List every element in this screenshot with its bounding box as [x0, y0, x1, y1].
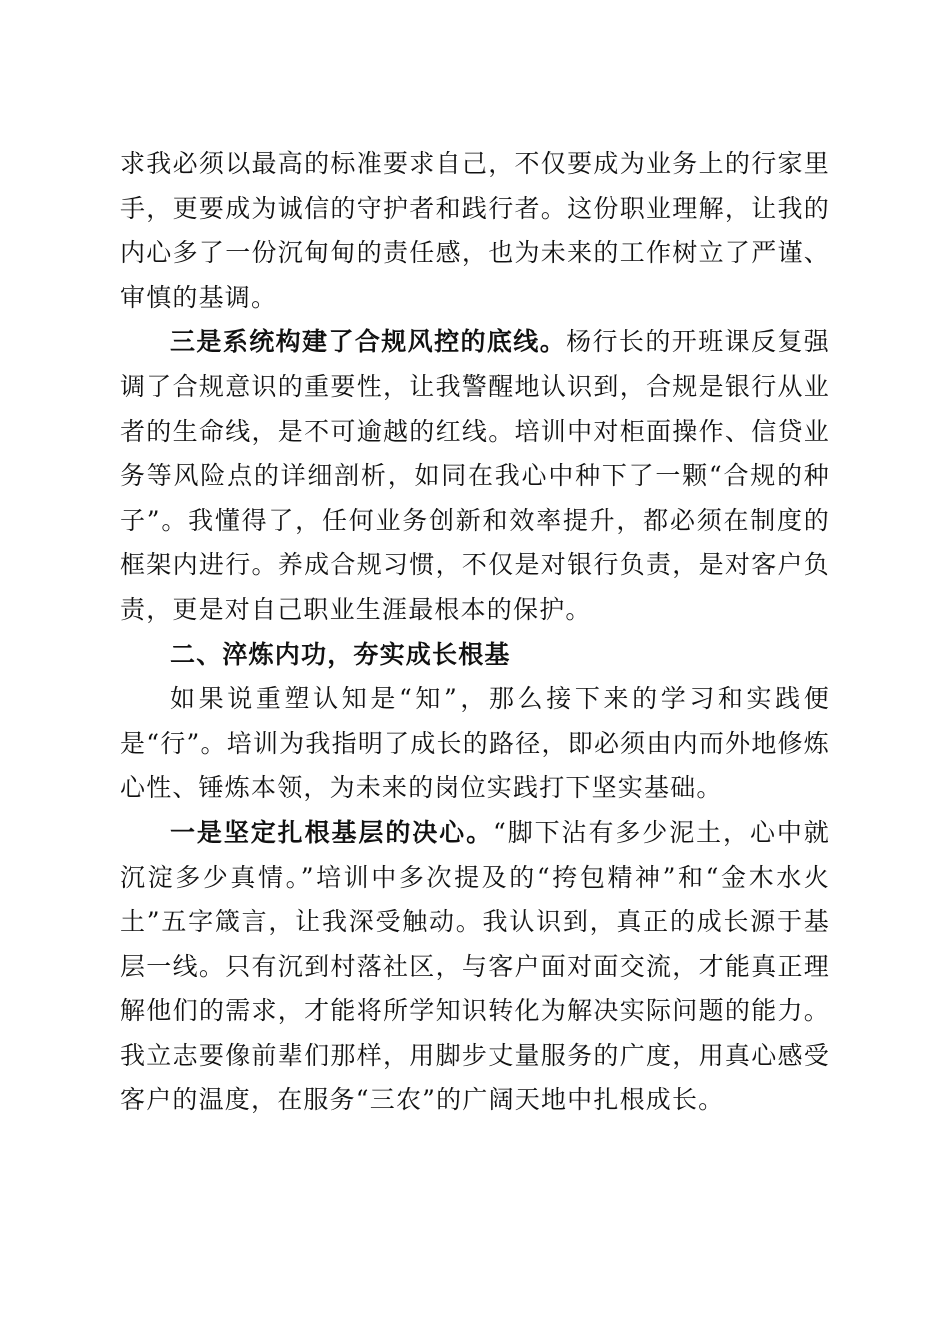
paragraph-text: 如果说重塑认知是“知”，那么接下来的学习和实践便是“行”。培训为我指明了成长的路径，即必须由内而外地修炼心性、锤炼本领，为未来的岗位实践打下坚实基础。 — [120, 684, 830, 803]
section-heading: 二、淬炼内功，夯实成长根基 — [170, 639, 511, 669]
paragraph-text: “脚下沾有多少泥土，心中就沉淀多少真情。”培训中多次提及的“挎包精神”和“金木水火土”五字箴言，让我深受触动。我认识到，真正的成长源于基层一线。只有沉到村落社区，与客户面对面交流，才能真正理解他们的需求，才能将所学知识转化为解决实际问题的能力。我立志要像前辈们那样，用脚步丈量服务的广度，用真心感受客户的温度，在服务“三农”的广阔天地中扎根成长。 — [120, 817, 830, 1115]
paragraph-text: 杨行长的开班课反复强调了合规意识的重要性，让我警醒地认识到，合规是银行从业者的生命线，是不可逾越的红线。培训中对柜面操作、信贷业务等风险点的详细剖析，如同在我心中种下了一颗“合规的种子”。我懂得了，任何业务创新和效率提升，都必须在制度的框架内进行。养成合规习惯，不仅是对银行负责，是对客户负责，更是对自己职业生涯最根本的保护。 — [120, 327, 830, 624]
paragraph-grassroots — [120, 811, 830, 1123]
paragraph-continuation — [120, 142, 830, 320]
paragraph-text: 求我必须以最高的标准要求自己，不仅要成为业务上的行家里手，更要成为诚信的守护者和践行者。这份职业理解，让我的内心多了一份沉甸甸的责任感，也为未来的工作树立了严谨、审慎的基调。 — [120, 149, 830, 312]
document-body — [120, 142, 830, 1123]
paragraph-lead: 三是系统构建了合规风控的底线。 — [170, 327, 567, 357]
paragraph-compliance — [120, 320, 830, 632]
paragraph-knowledge-action — [120, 677, 830, 811]
paragraph-lead: 一是坚定扎根基层的决心。 — [170, 817, 494, 847]
